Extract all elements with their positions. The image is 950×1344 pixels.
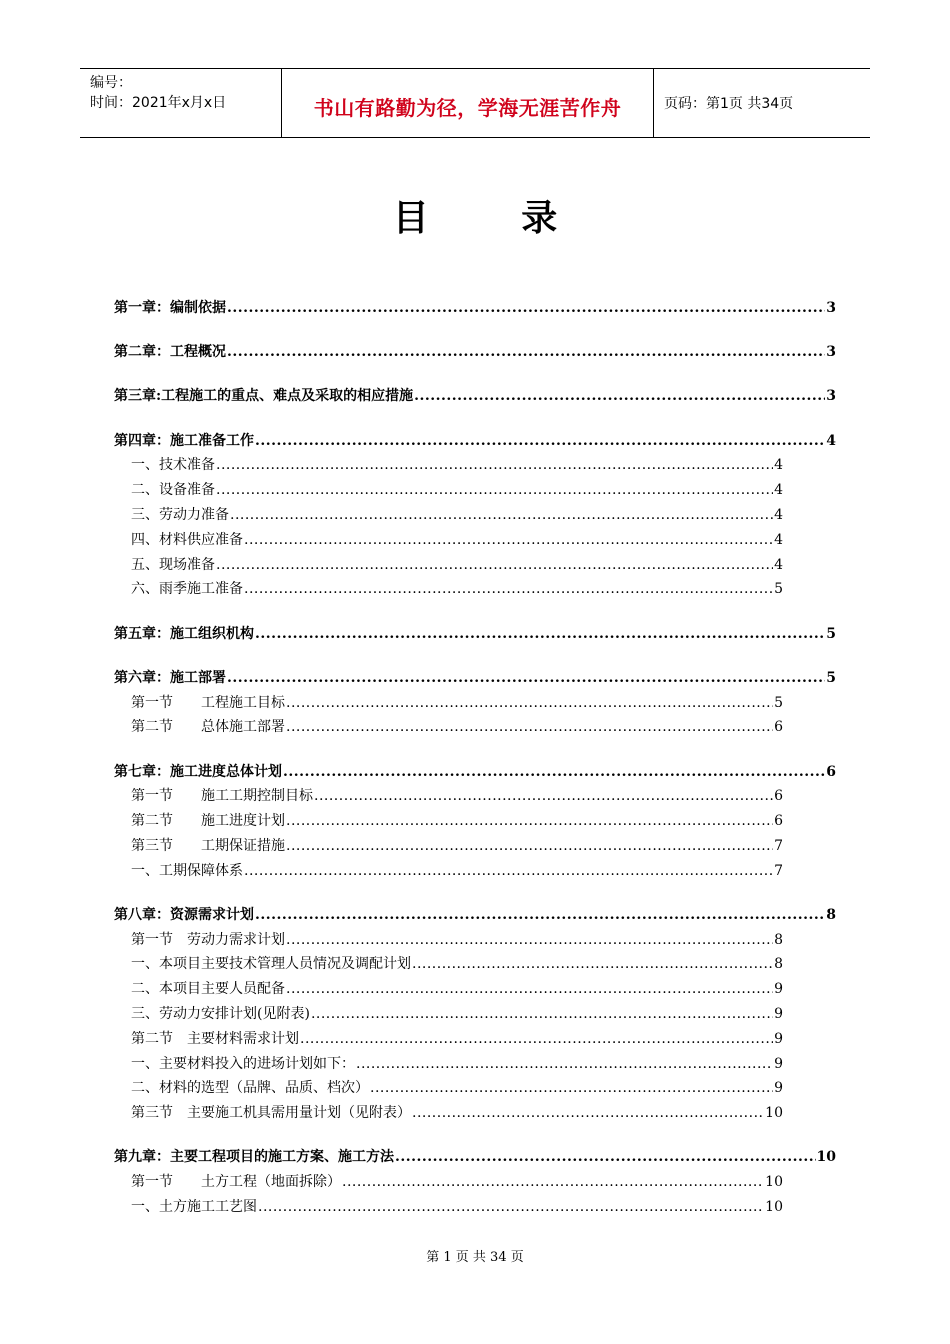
table-of-contents — [114, 296, 836, 1220]
toc-section-entry[interactable] — [114, 784, 783, 809]
toc-entry-label: 二、本项目主要人员配备 — [131, 981, 285, 998]
toc-chapter-entry[interactable] — [114, 903, 836, 928]
toc-dot-leader — [227, 666, 825, 691]
toc-dot-leader — [244, 528, 773, 553]
toc-section-entry[interactable] — [114, 691, 783, 716]
toc-dot-leader — [255, 622, 825, 647]
toc-dot-leader — [286, 715, 773, 740]
toc-entry-page: 6 — [774, 719, 783, 736]
toc-entry-page: 8 — [774, 956, 783, 973]
toc-entry-label: 一、主要材料投入的进场计划如下： — [131, 1055, 355, 1072]
toc-section-entry[interactable] — [114, 1027, 783, 1052]
toc-section-entry[interactable] — [114, 1002, 783, 1027]
toc-entry-label: 第八章：资源需求计划 — [114, 906, 254, 923]
document-date-label: 时间：2021年x月x日 — [90, 95, 227, 111]
page-title: 目 录 — [392, 198, 598, 239]
toc-dot-leader — [227, 340, 825, 365]
toc-entry-label: 第七章：施工进度总体计划 — [114, 763, 282, 780]
toc-chapter-entry[interactable] — [114, 1145, 836, 1170]
toc-dot-leader — [286, 834, 773, 859]
toc-entry-page: 9 — [774, 1080, 783, 1097]
toc-section-entry[interactable] — [114, 1076, 783, 1101]
page-header — [80, 68, 870, 138]
toc-dot-leader — [300, 1027, 773, 1052]
toc-entry-page: 4 — [826, 432, 836, 449]
toc-entry-page: 10 — [765, 1199, 783, 1216]
toc-entry-label: 四、材料供应准备 — [131, 531, 243, 548]
header-meta — [80, 69, 282, 137]
header-page-cell — [654, 69, 870, 137]
toc-section-entry[interactable] — [114, 553, 783, 578]
toc-entry-label: 六、雨季施工准备 — [131, 581, 243, 598]
toc-chapter-entry[interactable] — [114, 429, 836, 454]
toc-chapter-entry[interactable] — [114, 622, 836, 647]
toc-dot-leader — [314, 784, 773, 809]
toc-entry-label: 第三节 工期保证措施 — [131, 837, 285, 854]
toc-section-entry[interactable] — [114, 977, 783, 1002]
toc-section-entry[interactable] — [114, 577, 783, 602]
toc-entry-page: 6 — [774, 813, 783, 830]
toc-entry-label: 五、现场准备 — [131, 556, 215, 573]
toc-entry-page: 8 — [826, 906, 836, 923]
toc-dot-leader — [311, 1002, 773, 1027]
toc-entry-label: 一、土方施工工艺图 — [131, 1199, 257, 1216]
toc-dot-leader — [286, 977, 773, 1002]
toc-dot-leader — [216, 453, 773, 478]
toc-entry-label: 第一节 工程施工目标 — [131, 694, 285, 711]
toc-chapter-entry[interactable] — [114, 666, 836, 691]
toc-dot-leader — [412, 952, 773, 977]
header-motto: 书山有路勤为径，学海无涯苦作舟 — [313, 95, 622, 120]
toc-section-entry[interactable] — [114, 478, 783, 503]
toc-entry-page: 4 — [774, 531, 783, 548]
toc-entry-page: 4 — [774, 482, 783, 499]
toc-entry-label: 第九章：主要工程项目的施工方案、施工方法 — [114, 1149, 394, 1166]
toc-chapter-entry[interactable] — [114, 760, 836, 785]
toc-entry-page: 4 — [774, 506, 783, 523]
toc-entry-label: 第二章：工程概况 — [114, 344, 226, 361]
toc-dot-leader — [414, 384, 825, 409]
toc-section-entry[interactable] — [114, 1170, 783, 1195]
toc-section-entry[interactable] — [114, 528, 783, 553]
toc-dot-leader — [255, 903, 825, 928]
toc-section-entry[interactable] — [114, 952, 783, 977]
toc-dot-leader — [342, 1170, 764, 1195]
toc-dot-leader — [216, 478, 773, 503]
document-number-label: 编号： — [90, 75, 132, 91]
toc-dot-leader — [244, 859, 773, 884]
header-motto-cell — [282, 69, 654, 137]
toc-dot-leader — [412, 1101, 764, 1126]
toc-entry-label: 第三节 主要施工机具需用量计划（见附表） — [131, 1105, 411, 1122]
toc-section-entry[interactable] — [114, 503, 783, 528]
toc-entry-page: 7 — [774, 862, 783, 879]
toc-entry-page: 5 — [774, 581, 783, 598]
toc-section-entry[interactable] — [114, 928, 783, 953]
toc-entry-page: 5 — [826, 669, 836, 686]
toc-dot-leader — [244, 577, 773, 602]
toc-entry-page: 7 — [774, 837, 783, 854]
toc-entry-page: 10 — [765, 1174, 783, 1191]
page-footer: 第 1 页 共 34 页 — [426, 1250, 524, 1265]
toc-dot-leader — [286, 809, 773, 834]
toc-entry-label: 第三章:工程施工的重点、难点及采取的相应措施 — [114, 388, 414, 405]
toc-dot-leader — [255, 429, 825, 454]
toc-entry-page: 6 — [774, 788, 783, 805]
toc-chapter-entry[interactable] — [114, 340, 836, 365]
toc-entry-page: 3 — [826, 300, 836, 316]
toc-dot-leader — [395, 1145, 816, 1170]
toc-chapter-entry[interactable] — [114, 296, 836, 321]
toc-dot-leader — [227, 296, 825, 321]
toc-dot-leader — [356, 1052, 773, 1077]
toc-entry-label: 第六章：施工部署 — [114, 669, 226, 686]
toc-entry-page: 10 — [765, 1105, 783, 1122]
toc-section-entry[interactable] — [114, 1101, 783, 1126]
toc-entry-page: 9 — [774, 1006, 783, 1023]
toc-entry-page: 9 — [774, 1055, 783, 1072]
toc-entry-page: 4 — [774, 457, 783, 474]
toc-entry-label: 第二节 总体施工部署 — [131, 719, 285, 736]
toc-entry-label: 二、设备准备 — [131, 482, 215, 499]
toc-entry-page: 3 — [826, 388, 836, 405]
toc-section-entry[interactable] — [114, 834, 783, 859]
toc-entry-page: 5 — [774, 694, 783, 711]
toc-entry-label: 一、本项目主要技术管理人员情况及调配计划 — [131, 956, 411, 973]
toc-section-entry[interactable] — [114, 859, 783, 884]
toc-section-entry[interactable] — [114, 453, 783, 478]
toc-entry-page: 6 — [826, 763, 836, 780]
toc-entry-label: 第四章：施工准备工作 — [114, 432, 254, 449]
toc-entry-label: 第二节 施工进度计划 — [131, 813, 285, 830]
toc-entry-label: 二、材料的选型（品牌、品质、档次） — [131, 1080, 369, 1097]
toc-entry-page: 9 — [774, 981, 783, 998]
toc-dot-leader — [230, 503, 773, 528]
toc-entry-label: 第二节 主要材料需求计划 — [131, 1030, 299, 1047]
toc-entry-label: 三、劳动力安排计划(见附表) — [131, 1006, 310, 1023]
toc-entry-page: 10 — [816, 1149, 836, 1166]
toc-dot-leader — [283, 760, 825, 785]
toc-entry-page: 8 — [774, 931, 783, 948]
toc-dot-leader — [370, 1076, 773, 1101]
toc-section-entry[interactable] — [114, 809, 783, 834]
toc-section-entry[interactable] — [114, 715, 783, 740]
toc-entry-label: 一、技术准备 — [131, 457, 215, 474]
header-page-number: 页码：第1页 共34页 — [664, 96, 794, 112]
toc-chapter-entry[interactable] — [114, 384, 836, 409]
toc-entry-page: 9 — [774, 1030, 783, 1047]
toc-entry-label: 第一节 土方工程（地面拆除） — [131, 1174, 341, 1191]
toc-entry-label: 第一章：编制依据 — [114, 300, 226, 316]
toc-entry-label: 第一节 施工工期控制目标 — [131, 788, 313, 805]
toc-entry-page: 5 — [826, 625, 836, 642]
toc-entry-page: 3 — [826, 344, 836, 361]
toc-entry-label: 第一节 劳动力需求计划 — [131, 931, 285, 948]
toc-dot-leader — [258, 1195, 764, 1220]
toc-dot-leader — [216, 553, 773, 578]
toc-section-entry[interactable] — [114, 1195, 783, 1220]
toc-dot-leader — [286, 928, 773, 953]
toc-dot-leader — [286, 691, 773, 716]
toc-entry-page: 4 — [774, 556, 783, 573]
toc-entry-label: 三、劳动力准备 — [131, 506, 229, 523]
toc-entry-label: 第五章：施工组织机构 — [114, 625, 254, 642]
toc-section-entry[interactable] — [114, 1052, 783, 1077]
toc-entry-label: 一、工期保障体系 — [131, 862, 243, 879]
